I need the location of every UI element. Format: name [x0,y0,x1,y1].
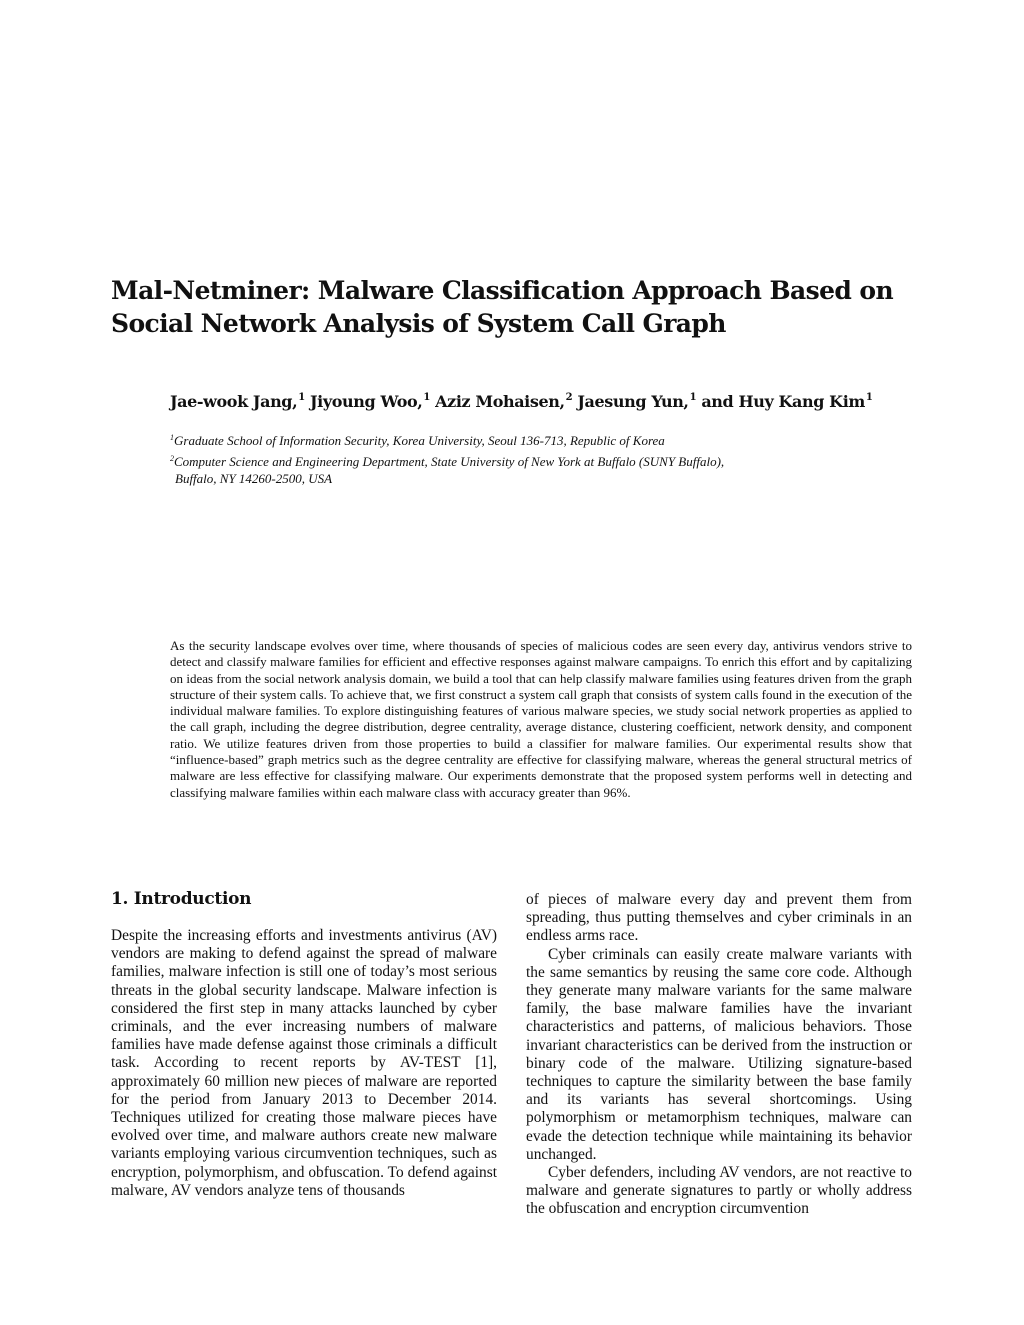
title-line: Mal-Netminer: Malware Classification Approach Based on [111,276,894,305]
affiliation-text: Buffalo, NY 14260-2500, USA [175,471,333,486]
affiliation [170,429,870,450]
author-affil-mark: 1 [298,392,305,403]
abstract: As the security landscape evolves over time, where thousands of species of malicious codes are seen every day, antivirus vendors strive to detect and classify malware families for efficient and effective responses against malware campaigns. To enrich this effort and by capitalizing on ideas from the social network analysis domain, we build a tool that can help classify malware families using features driven from the graph structure of their system calls. To achieve that, we first construct a system call graph that consists of system calls found in the execution of the individual malware families. To explore distinguishing features of various malware species, we study social network properties as applied to the call graph, including the degree distribution, degree centrality, average distance, clustering coefficient, network density, and component ratio. We utilize features driven from those properties to build a classifier for malware families. Our experimental results show that “influence-based” graph metrics such as the degree centrality are effective for classifying malware, whereas the general structural metrics of malware are less effective for classifying malware. Our experiments demonstrate that the proposed system performs well in detecting and classifying malware families within each malware class with accuracy greater than 96%. [170,638,912,800]
author-name: Jaesung Yun, [577,392,689,411]
author-affil-mark: 1 [689,392,697,403]
affiliation [170,450,870,471]
affiliation-mark: 2 [170,453,174,463]
body-paragraph: Cyber defenders, including AV vendors, are not reactive to malware and generate signatures to partly or wholly address the obfuscation and encryption circumvention [526,1164,912,1218]
author-name: Aziz Mohaisen, [435,392,565,411]
right-column [526,891,912,1219]
body-paragraph: Despite the increasing efforts and investments antivirus (AV) vendors are making to defend against the spread of malware families, malware infection is still one of today’s most serious threats in the global security landscape. Malware infection is considered the first step in many attacks launched by cyber criminals, and the ever increasing numbers of malware families have made defense against those criminals a difficult task. According to recent reports by AV-TEST [1], approximately 60 million new pieces of malware are reported for the period from January 2013 to December 2014. Techniques utilized for creating those malware pieces have evolved over time, and malware authors create new malware variants employing various circumvention techniques, such as encryption, polymorphism, and obfuscation. To defend against malware, AV vendors analyze tens of thousands [111,927,497,1199]
affiliation-text: Graduate School of Information Security, Korea University, Seoul 136-713, Republic of Korea [174,433,665,448]
author-affil-mark: 1 [423,392,430,403]
body-paragraph: Cyber criminals can easily create malware variants with the same semantics by reusing the same core code. Although they generate many malware variants for the same malware family, the base malware families have the invariant characteristics and patterns, of malicious behaviors. Those invariant characteristics can be derived from the instruction or binary code of the malware. Utilizing signature-based techniques to capture the similarity between the base family and its variants has several shortcomings. Using polymorphism or metamorphism techniques, malware can evade the detection technique while maintaining its behavior unchanged. [526,945,912,1163]
affiliation-text: Computer Science and Engineering Department, State University of New York at Buffalo (SUNY Buffalo), [174,453,725,469]
affiliations [170,429,870,488]
affiliation-mark: 1 [170,433,174,442]
section-heading: 1. Introduction [111,889,252,909]
body-paragraph: of pieces of malware every day and prevent them from spreading, thus putting themselves and cyber criminals in an endless arms race. [526,891,912,945]
author-name: Jiyoung Woo, [310,392,423,411]
paper-title [111,274,911,340]
author-name: and Huy Kang Kim [701,392,865,411]
author-affil-mark: 1 [865,392,873,403]
author-affil-mark: 2 [565,392,573,403]
author-list [170,392,930,411]
left-column [111,927,497,1200]
author-name: Jae-wook Jang, [170,392,298,411]
title-line: Social Network Analysis of System Call Graph [111,309,726,338]
affiliation [170,470,870,488]
